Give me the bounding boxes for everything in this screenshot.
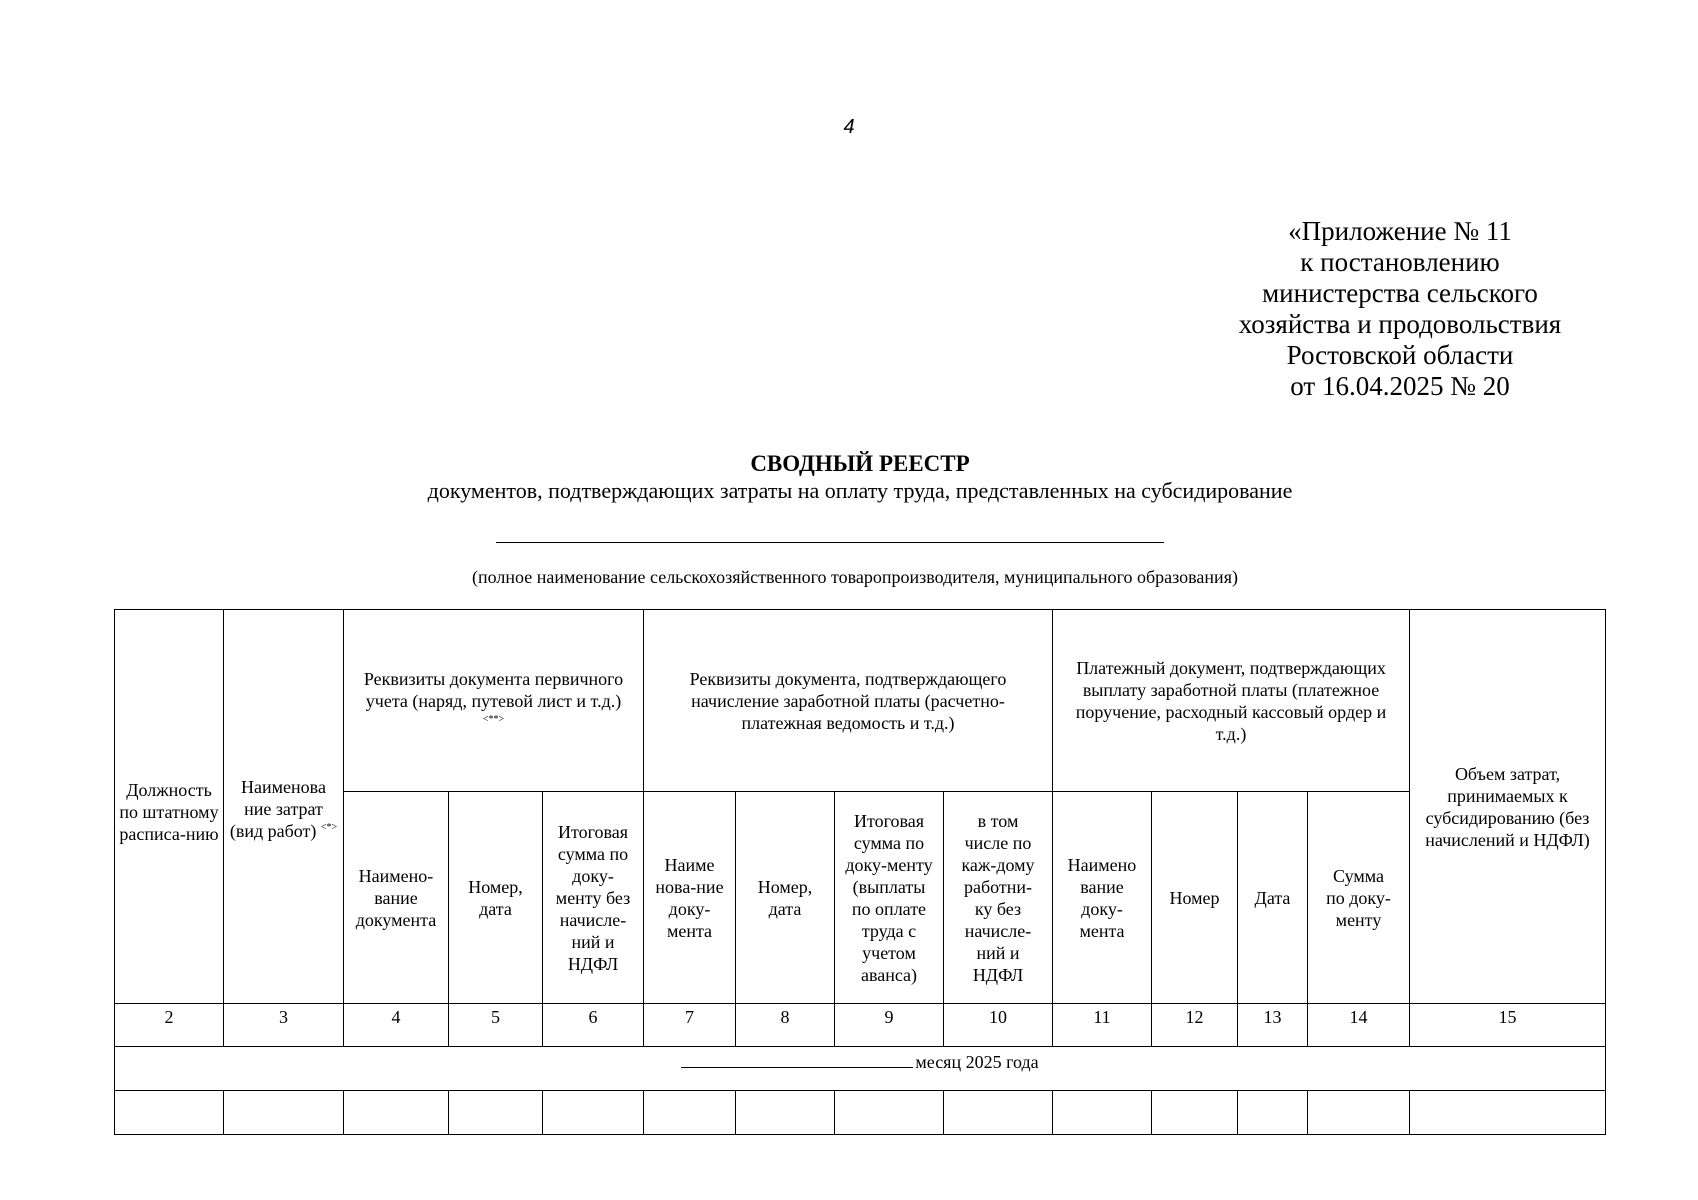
organization-name-caption: (полное наименование сельскохозяйственного товаропроизводителя, муниципального образования) [472, 567, 1238, 587]
empty-cell [1308, 1091, 1410, 1135]
header-payroll-doc-name: Наиме нова-ние доку-мента [644, 792, 736, 1004]
header-primary-doc-text: Реквизиты документа первичного учета (наряд, путевой лист и т.д.) [363, 668, 624, 711]
empty-cell [644, 1091, 736, 1135]
month-label: месяц 2025 года [915, 1051, 1039, 1072]
column-number: 9 [835, 1004, 944, 1047]
column-number-row [115, 1004, 1606, 1047]
column-number: 5 [449, 1004, 543, 1047]
empty-cell [736, 1091, 835, 1135]
header-primary-doc-group [344, 610, 644, 792]
appendix-line: «Приложение № 11 [1288, 216, 1512, 246]
header-position: Должность по штатному расписа-нию [115, 610, 224, 1004]
appendix-line: к постановлению [1300, 247, 1500, 277]
organization-name-line [496, 542, 1164, 543]
appendix-line: хозяйства и продовольствия [1238, 309, 1562, 339]
column-number: 11 [1053, 1004, 1152, 1047]
empty-cell [224, 1091, 344, 1135]
column-number: 4 [344, 1004, 449, 1047]
header-doc-number-date: Номер, дата [449, 792, 543, 1004]
empty-cell [543, 1091, 644, 1135]
document-subtitle: документов, подтверждающих затраты на оплату труда, представленных на субсидирование [427, 478, 1293, 503]
footnote-mark-1: <*> [320, 821, 338, 833]
empty-cell [1410, 1091, 1606, 1135]
header-doc-total: Итоговая сумма по доку-менту без начисле-ний и НДФЛ [543, 792, 644, 1004]
header-expense-name-text: Наименова ние затрат (вид работ) [229, 776, 326, 841]
header-payroll-doc-group: Реквизиты документа, подтверждающего начисление заработной платы (расчетно-платежная ведомость и т.д.) [644, 610, 1053, 792]
column-number: 13 [1238, 1004, 1308, 1047]
column-number: 14 [1308, 1004, 1410, 1047]
document-title: СВОДНЫЙ РЕЕСТР [750, 451, 970, 476]
column-number: 15 [1410, 1004, 1606, 1047]
column-number: 2 [115, 1004, 224, 1047]
header-expense-name [224, 610, 344, 1004]
header-payment-doc-name: Наимено вание доку-мента [1053, 792, 1152, 1004]
month-cell [115, 1047, 1606, 1091]
empty-cell [1152, 1091, 1238, 1135]
column-number: 6 [543, 1004, 644, 1047]
column-number: 12 [1152, 1004, 1238, 1047]
empty-data-row [115, 1091, 1606, 1135]
empty-cell [449, 1091, 543, 1135]
column-number: 8 [736, 1004, 835, 1047]
header-doc-name: Наимено-вание документа [344, 792, 449, 1004]
empty-cell [1053, 1091, 1152, 1135]
header-payroll-number-date: Номер, дата [736, 792, 835, 1004]
empty-cell [835, 1091, 944, 1135]
header-subsidy-amount: Объем затрат, принимаемых к субсидированию (без начислений и НДФЛ) [1410, 610, 1606, 1004]
header-payment-amount: Сумма по доку-менту [1308, 792, 1410, 1004]
page-number: 4 [843, 116, 855, 138]
column-number: 3 [224, 1004, 344, 1047]
header-row-groups [115, 610, 1606, 792]
registry-table [114, 609, 1606, 1135]
header-payment-number: Номер [1152, 792, 1238, 1004]
month-blank-line [681, 1067, 913, 1068]
appendix-line: Ростовской области [1286, 340, 1514, 370]
empty-cell [344, 1091, 449, 1135]
month-row [115, 1047, 1606, 1091]
header-payroll-total: Итоговая сумма по доку-менту (выплаты по оплате труда с учетом аванса) [835, 792, 944, 1004]
empty-cell [944, 1091, 1053, 1135]
appendix-line: министерства сельского [1262, 278, 1538, 308]
appendix-line: от 16.04.2025 № 20 [1290, 371, 1510, 401]
column-number: 7 [644, 1004, 736, 1047]
header-per-employee: в том числе по каж-дому работни-ку без начисле-ний и НДФЛ [944, 792, 1053, 1004]
month-label-wrapper [681, 1051, 1038, 1087]
header-payment-date: Дата [1238, 792, 1308, 1004]
empty-cell [1238, 1091, 1308, 1135]
footnote-mark-2: <**> [482, 713, 505, 725]
empty-cell [115, 1091, 224, 1135]
column-number: 10 [944, 1004, 1053, 1047]
header-payment-doc-group: Платежный документ, подтверждающих выплату заработной платы (платежное поручение, расходный кассовый ордер и т.д.) [1053, 610, 1410, 792]
appendix-block [1210, 216, 1590, 402]
